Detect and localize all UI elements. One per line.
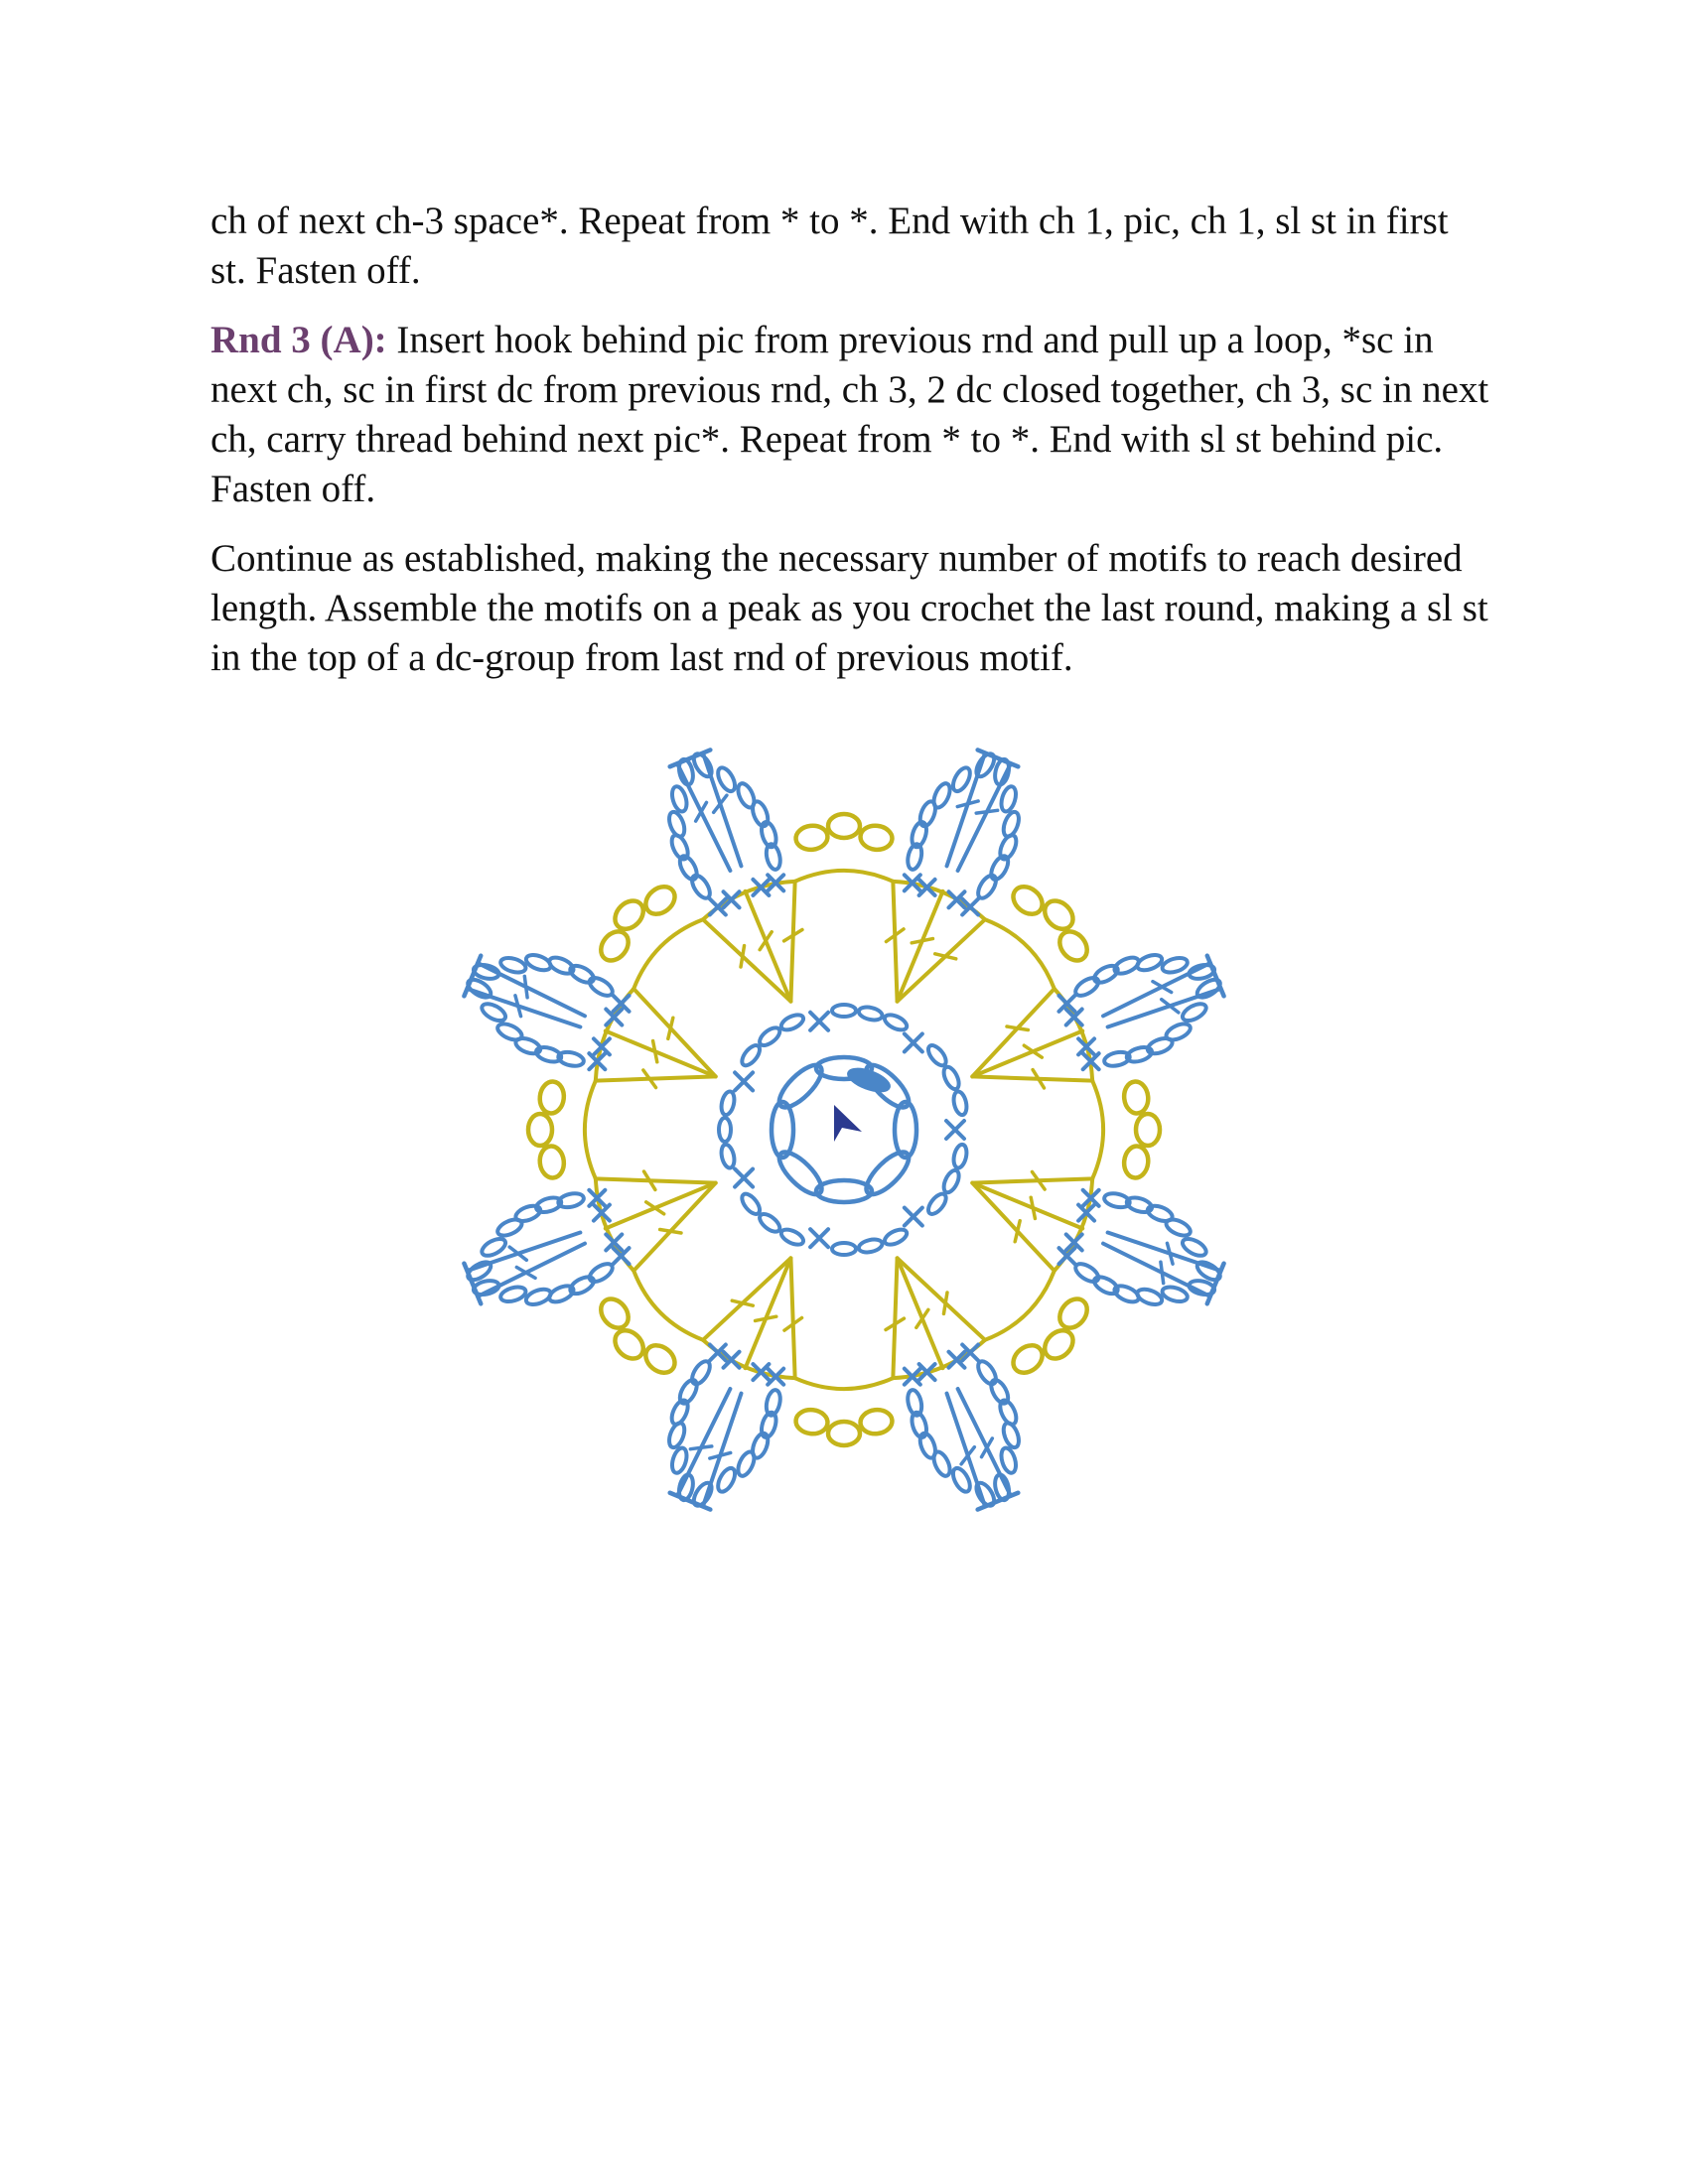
double-crochet-stitch (606, 1183, 716, 1229)
chain-stitch (739, 1191, 763, 1217)
center-rounds (719, 1005, 969, 1255)
chain-stitch (524, 1287, 553, 1307)
double-crochet-stitch (893, 882, 897, 1002)
picot-loop (1123, 1145, 1150, 1178)
center-chain (774, 1146, 828, 1200)
chain-stitch (941, 1065, 962, 1092)
double-crochet-stitch (898, 891, 943, 1002)
chain-stitch (941, 1168, 962, 1195)
chain-stitch (499, 955, 528, 975)
double-crochet-stitch (972, 1183, 1054, 1271)
picot-loop (828, 1422, 860, 1445)
double-crochet-stitch (790, 1258, 794, 1378)
picot-loop (640, 1340, 680, 1379)
chain-stitch (925, 1191, 949, 1217)
ring-arc (985, 1271, 1055, 1340)
paragraph-assembly: Continue as established, making the necessary number of motifs to reach desired length. Assemble the motifs on a peak as you crochet the last round, making a sl st in the top of a dc-group from last rnd of previous motif. (211, 537, 1488, 679)
single-crochet-stitch (735, 1072, 753, 1090)
chain-stitch (1164, 1021, 1193, 1043)
paragraph-continuation: ch of next ch-3 space*. Repeat from * to *. End with ch 1, pic, ch 1, sl st in first st. Fasten off. (211, 200, 1449, 292)
chain-stitch (480, 1001, 508, 1024)
chain-stitch (832, 1005, 856, 1017)
chain-stitch (779, 1227, 806, 1248)
chain-stitch (524, 952, 553, 973)
center-chain (895, 1102, 916, 1158)
picot-loop (859, 824, 893, 851)
double-crochet-stitch (898, 919, 985, 1001)
chain-stitch (719, 1090, 736, 1116)
paragraph-round-3 (211, 316, 1491, 514)
center-chain (774, 1059, 828, 1114)
picot-loop (610, 895, 649, 935)
chain-stitch (666, 1421, 687, 1449)
round-3-stitches (528, 814, 1160, 1445)
double-crochet-stitch (972, 989, 1054, 1076)
picot-loop (794, 1409, 828, 1435)
double-crochet-stitch (947, 1394, 986, 1507)
double-crochet-stitch (467, 1233, 580, 1272)
chain-stitch (975, 1358, 1000, 1387)
center-chain (772, 1102, 793, 1158)
chain-stitch (1161, 955, 1190, 975)
double-crochet-stitch (467, 989, 580, 1027)
picot-loop (538, 1080, 565, 1114)
chain-stitch (719, 1144, 736, 1169)
double-crochet-stitch (1108, 989, 1221, 1027)
chain-stitch (495, 1216, 524, 1239)
double-crochet-stitch (746, 891, 791, 1002)
chain-stitch (669, 785, 689, 814)
chain-stitch (949, 765, 973, 794)
double-crochet-slash (1031, 1197, 1035, 1218)
picot-loop (1123, 1080, 1150, 1114)
chain-stitch (688, 873, 713, 901)
double-crochet-stitch (893, 1258, 897, 1378)
picot-loop (1040, 895, 1079, 935)
chain-stitch (858, 1237, 884, 1254)
double-crochet-stitch (633, 1183, 715, 1271)
ring-arc (795, 1378, 894, 1389)
picot-loop (596, 926, 634, 966)
double-crochet-stitch (633, 989, 715, 1076)
round-3-instructions: Insert hook behind pic from previous rnd and pull up a loop, *sc in next ch, sc in first dc from previous rnd, ch 3, 2 dc closed together, ch 3, sc in next ch, carry thread behind next pic*. Repeat from * to *. End with sl st behind pic. Fasten off. (211, 319, 1489, 510)
picot-loop (610, 1325, 649, 1365)
chain-stitch (669, 1446, 689, 1475)
double-crochet-stitch (972, 1031, 1082, 1077)
ring-arc (1092, 1081, 1103, 1179)
chain-stitch (1164, 1216, 1193, 1239)
single-crochet-stitch (810, 1229, 828, 1247)
double-crochet-stitch (790, 882, 794, 1002)
double-crochet-slash (1015, 1221, 1020, 1242)
double-crochet-slash (1007, 1026, 1028, 1029)
chain-stitch (779, 1012, 806, 1032)
chain-stitch (858, 1005, 884, 1022)
single-crochet-stitch (905, 1033, 922, 1051)
chain-stitch (925, 1042, 949, 1068)
chain-stitch (587, 974, 616, 999)
double-crochet-stitch (703, 919, 790, 1001)
double-crochet-stitch (703, 1258, 790, 1339)
crochet-diagram (427, 713, 1261, 1547)
ring-arc (633, 919, 703, 989)
chain-stitch (688, 1358, 713, 1387)
outer-round-stitches (464, 750, 1223, 1509)
chain-stitch (975, 873, 1000, 901)
picot-loop (596, 1294, 634, 1333)
instructions-text (211, 197, 1491, 703)
chain-stitch (951, 1090, 968, 1116)
crochet-chart-svg (427, 713, 1261, 1547)
picot-loop (1055, 926, 1093, 966)
chain-stitch (1161, 1285, 1190, 1304)
single-crochet-stitch (810, 1013, 828, 1030)
double-crochet-slash (524, 976, 527, 997)
chain-stitch (949, 1465, 973, 1494)
chain-stitch (999, 785, 1019, 814)
chain-stitch (832, 1243, 856, 1255)
single-crochet-stitch (946, 1121, 964, 1139)
chain-stitch (735, 1449, 758, 1478)
picot-loop (528, 1114, 552, 1146)
double-crochet-stitch (596, 1076, 716, 1080)
picot-loop (859, 1409, 893, 1435)
picot-loop (1040, 1325, 1079, 1365)
double-crochet-stitch (596, 1178, 716, 1182)
double-crochet-stitch (972, 1178, 1092, 1182)
chain-stitch (1072, 974, 1101, 999)
chain-stitch (587, 1261, 616, 1286)
double-crochet-stitch (1108, 1233, 1221, 1272)
chain-stitch (495, 1021, 524, 1043)
double-crochet-slash (653, 1041, 657, 1062)
center-chain (816, 1180, 872, 1202)
double-crochet-stitch (972, 1183, 1082, 1229)
round-3-label: Rnd 3 (A): (211, 319, 387, 361)
chain-stitch (1180, 1235, 1208, 1259)
double-crochet-slash (935, 954, 956, 959)
picot-loop (828, 814, 860, 838)
chain-stitch (930, 1449, 953, 1478)
chain-stitch (715, 765, 739, 794)
double-crochet-stitch (703, 1394, 742, 1507)
double-crochet-slash (668, 1018, 673, 1038)
picot-loop (538, 1145, 565, 1178)
chain-stitch (930, 781, 953, 810)
picot-loop (1136, 1114, 1160, 1146)
picot-loop (640, 882, 680, 920)
chain-stitch (1001, 1421, 1022, 1449)
double-crochet-slash (756, 1316, 776, 1320)
double-crochet-slash (690, 1446, 711, 1449)
picot-loop (1055, 1294, 1093, 1333)
chain-stitch (1001, 810, 1022, 839)
double-crochet-stitch (898, 1258, 943, 1368)
chain-stitch (735, 781, 758, 810)
single-crochet-stitch (905, 1208, 922, 1226)
chain-stitch (480, 1235, 508, 1259)
double-crochet-stitch (606, 1031, 716, 1077)
chain-stitch (1180, 1001, 1208, 1024)
chain-stitch (739, 1042, 763, 1068)
ring-arc (795, 871, 894, 882)
chain-stitch (499, 1285, 528, 1304)
double-crochet-stitch (947, 752, 986, 866)
double-crochet-slash (943, 1293, 946, 1313)
single-crochet-stitch (735, 1169, 753, 1187)
center-chain (860, 1146, 914, 1200)
chain-stitch (666, 810, 687, 839)
chain-stitch (715, 1465, 739, 1494)
chain-stitch (1135, 1287, 1164, 1307)
start-arrow-icon (834, 1105, 862, 1142)
double-crochet-slash (732, 1300, 753, 1305)
double-crochet-slash (976, 810, 997, 813)
chain-stitch (757, 1211, 782, 1235)
double-crochet-stitch (972, 1076, 1092, 1080)
ring-arc (985, 919, 1055, 989)
double-crochet-slash (912, 939, 932, 943)
picot-loop (1008, 1340, 1048, 1379)
chain-stitch (757, 1024, 782, 1048)
chain-stitch (1072, 1261, 1101, 1286)
chain-stitch (883, 1227, 910, 1248)
double-crochet-stitch (898, 1258, 985, 1339)
picot-loop (1008, 882, 1048, 920)
double-crochet-slash (660, 1229, 681, 1232)
chain-stitch (719, 1118, 731, 1142)
double-crochet-slash (1161, 1262, 1164, 1283)
chain-stitch (999, 1446, 1019, 1475)
ring-arc (585, 1081, 596, 1179)
picot-loop (794, 824, 828, 851)
chain-stitch (951, 1144, 968, 1169)
double-crochet-slash (741, 946, 744, 967)
chain-stitch (1135, 952, 1164, 973)
chain-stitch (883, 1012, 910, 1032)
double-crochet-stitch (703, 752, 742, 866)
ring-arc (633, 1271, 703, 1340)
double-crochet-stitch (746, 1258, 791, 1368)
